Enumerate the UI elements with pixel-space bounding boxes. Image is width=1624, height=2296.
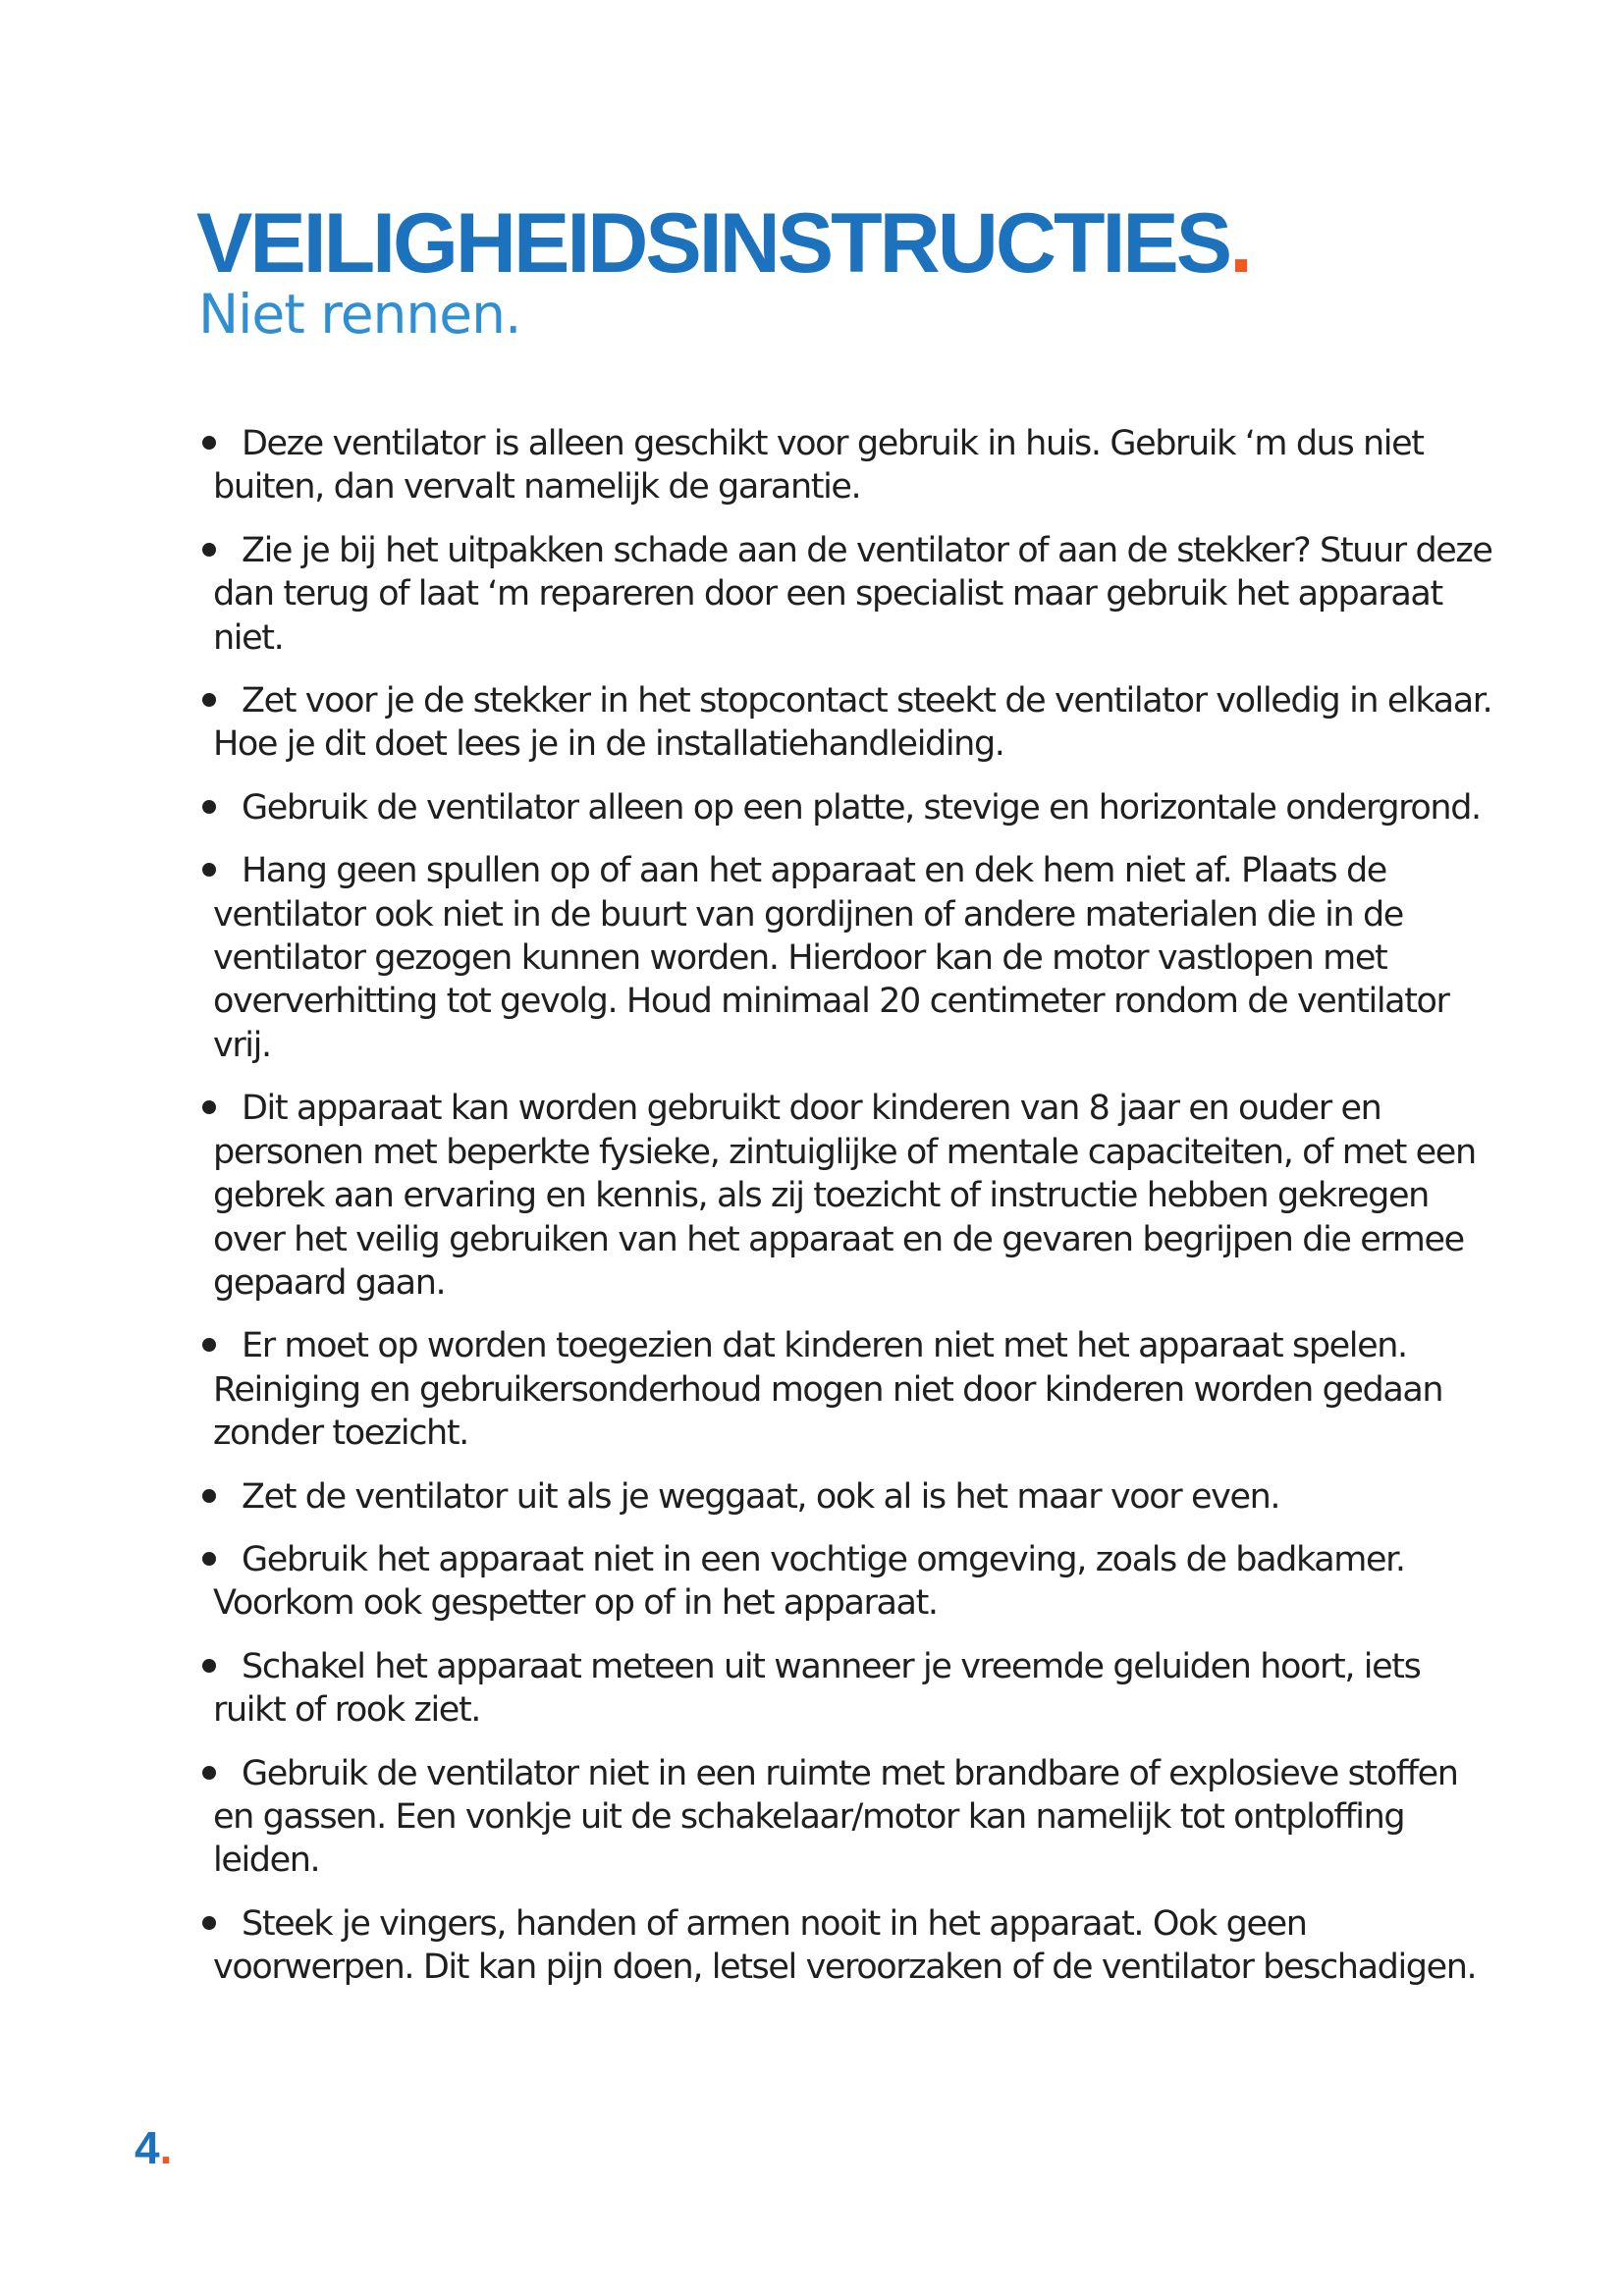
list-item xyxy=(196,679,1492,767)
bullet-icon xyxy=(202,800,216,814)
bullet-icon xyxy=(202,1552,216,1566)
list-item xyxy=(196,1475,1492,1519)
bullet-icon xyxy=(202,1489,216,1503)
list-item-text: Gebruik het apparaat niet in een vochtige omgeving, zoals de badkamer. Voorkom ook gespetter op of in het apparaat. xyxy=(213,1539,1405,1624)
list-item-text: Dit apparaat kan worden gebruikt door kinderen van 8 jaar en ouder en personen met beperkte fysieke, zintuiglijke of mentale capaciteiten, of met een gebrek aan ervaring en kennis, als zij toezicht of instructie hebben gekregen over het veilig gebruiken van het apparaat en de gevaren begrijpen die ermee gepaard gaan. xyxy=(213,1089,1476,1303)
list-item xyxy=(196,529,1492,660)
list-item-text: Hang geen spullen op of aan het apparaat en dek hem niet af. Plaats de ventilator ook niet in de buurt van gordijnen of andere materialen die in de ventilator gezogen kunnen worden. Hierdoor kan de motor vastlopen met oververhitting tot gevolg. Houd minimaal 20 centimeter rondom de ventilator vrij. xyxy=(213,851,1449,1065)
page-number-value: 4 xyxy=(135,2122,160,2173)
list-item-text: Gebruik de ventilator niet in een ruimte met brandbare of explosieve stoffen en gassen. Een vonkje uit de schakelaar/motor kan namelijk tot ontploffing leiden. xyxy=(213,1753,1458,1881)
page-number-dot: . xyxy=(159,2122,173,2173)
list-item xyxy=(196,1752,1492,1883)
list-item xyxy=(196,1538,1492,1626)
bullet-icon xyxy=(202,1916,216,1930)
list-item-text: Zie je bij het uitpakken schade aan de ventilator of aan de stekker? Stuur deze dan terug of laat ‘m repareren door een specialist maar gebruik het apparaat niet. xyxy=(213,530,1492,658)
page-title xyxy=(196,196,1251,291)
bullet-icon xyxy=(202,543,216,557)
list-item xyxy=(196,1645,1492,1733)
bullet-icon xyxy=(202,693,216,707)
list-item-text: Zet de ventilator uit als je weggaat, ook al is het maar voor even. xyxy=(242,1476,1280,1517)
list-item xyxy=(196,1324,1492,1455)
list-item-text: Gebruik de ventilator alleen op een platte, stevige en horizontale ondergrond. xyxy=(242,787,1481,828)
list-item-text: Schakel het apparaat meteen uit wanneer je vreemde geluiden hoort, iets ruikt of rook ziet. xyxy=(213,1646,1421,1731)
bullet-icon xyxy=(202,1766,216,1780)
list-item xyxy=(196,1902,1492,1990)
list-item-text: Zet voor je de stekker in het stopcontact steekt de ventilator volledig in elkaar. Hoe je dit doet lees je in de installatiehandleiding. xyxy=(213,681,1492,765)
bullet-icon xyxy=(202,1659,216,1673)
list-item xyxy=(196,849,1492,1067)
page-title-text: VEILIGHEIDSINSTRUCTIES xyxy=(196,196,1230,291)
list-item-text: Er moet op worden toegezien dat kinderen niet met het apparaat spelen. Reiniging en gebruikersonderhoud mogen niet door kinderen worden gedaan zonder toezicht. xyxy=(213,1326,1443,1454)
list-item xyxy=(196,422,1492,509)
bullet-icon xyxy=(202,436,216,450)
list-item-text: Steek je vingers, handen of armen nooit in het apparaat. Ook geen voorwerpen. Dit kan pijn doen, letsel veroorzaken of de ventilator beschadigen. xyxy=(213,1903,1477,1988)
page-title-dot: . xyxy=(1229,196,1251,291)
list-item xyxy=(196,1087,1492,1305)
page-subtitle: Niet rennen. xyxy=(198,283,521,346)
list-item-text: Deze ventilator is alleen geschikt voor gebruik in huis. Gebruik ‘m dus niet buiten, dan vervalt namelijk de garantie. xyxy=(213,424,1424,507)
page-number xyxy=(135,2122,173,2173)
safety-instructions-list xyxy=(196,422,1492,2009)
list-item xyxy=(196,786,1492,829)
